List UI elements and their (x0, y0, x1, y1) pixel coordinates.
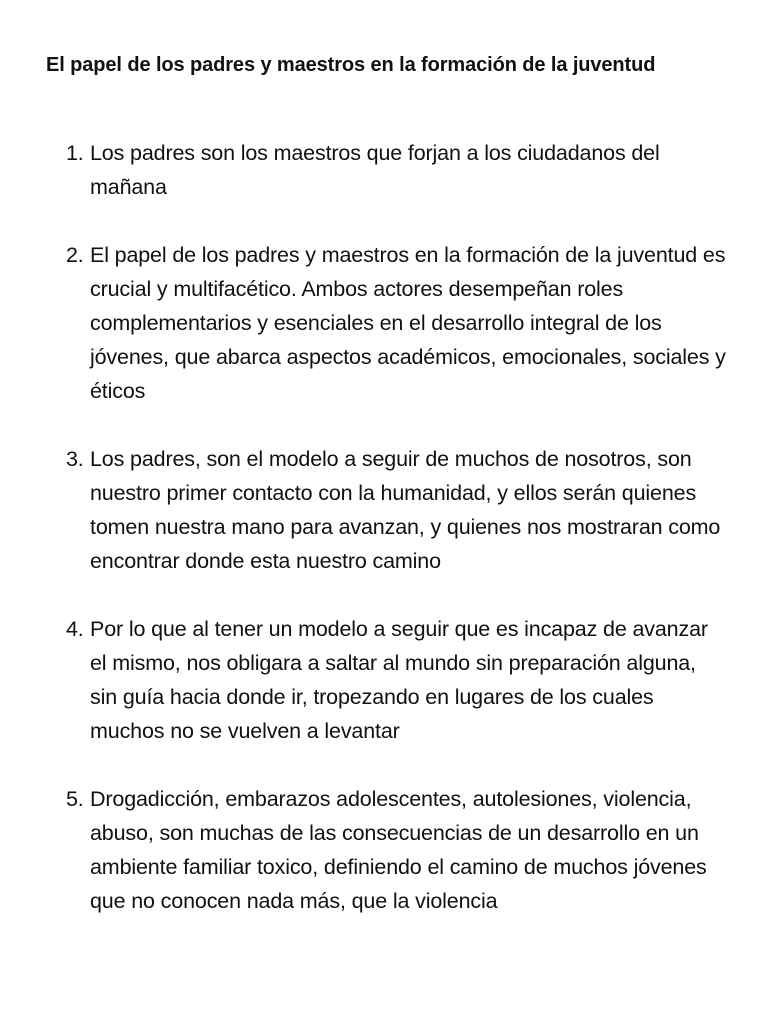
list-item-number: 4. (66, 617, 84, 641)
list-item (0, 136, 768, 204)
list-item-number: 3. (66, 447, 84, 471)
list-item-text: Por lo que al tener un modelo a seguir que es incapaz de avanzar el mismo, nos obligara a saltar al mundo sin preparación alguna, sin guía hacia donde ir, tropezando en lugares de los cuales muchos no se vuelven a levantar (90, 617, 708, 743)
list-item (0, 238, 768, 408)
numbered-list (0, 136, 768, 952)
document-title: El papel de los padres y maestros en la formación de la juventud (46, 54, 656, 76)
list-item-text: El papel de los padres y maestros en la formación de la juventud es crucial y multifacético. Ambos actores desempeñan roles complementarios y esenciales en el desarrollo integral de los jóvenes, que abarca aspectos académicos, emocionales, sociales y éticos (90, 243, 726, 403)
list-item (0, 612, 768, 748)
list-item (0, 782, 768, 918)
list-item-text: Los padres, son el modelo a seguir de muchos de nosotros, son nuestro primer contacto con la humanidad, y ellos serán quienes tomen nuestra mano para avanzan, y quienes nos mostraran como encontrar donde esta nuestro camino (90, 447, 721, 573)
list-item-text: Los padres son los maestros que forjan a los ciudadanos del mañana (90, 141, 660, 199)
list-item (0, 442, 768, 578)
list-item-number: 2. (66, 243, 84, 267)
list-item-number: 1. (66, 141, 84, 165)
list-item-number: 5. (66, 787, 84, 811)
list-item-text: Drogadicción, embarazos adolescentes, autolesiones, violencia, abuso, son muchas de las consecuencias de un desarrollo en un ambiente familiar toxico, definiendo el camino de muchos jóvenes que no conocen nada más, que la violencia (90, 787, 707, 913)
